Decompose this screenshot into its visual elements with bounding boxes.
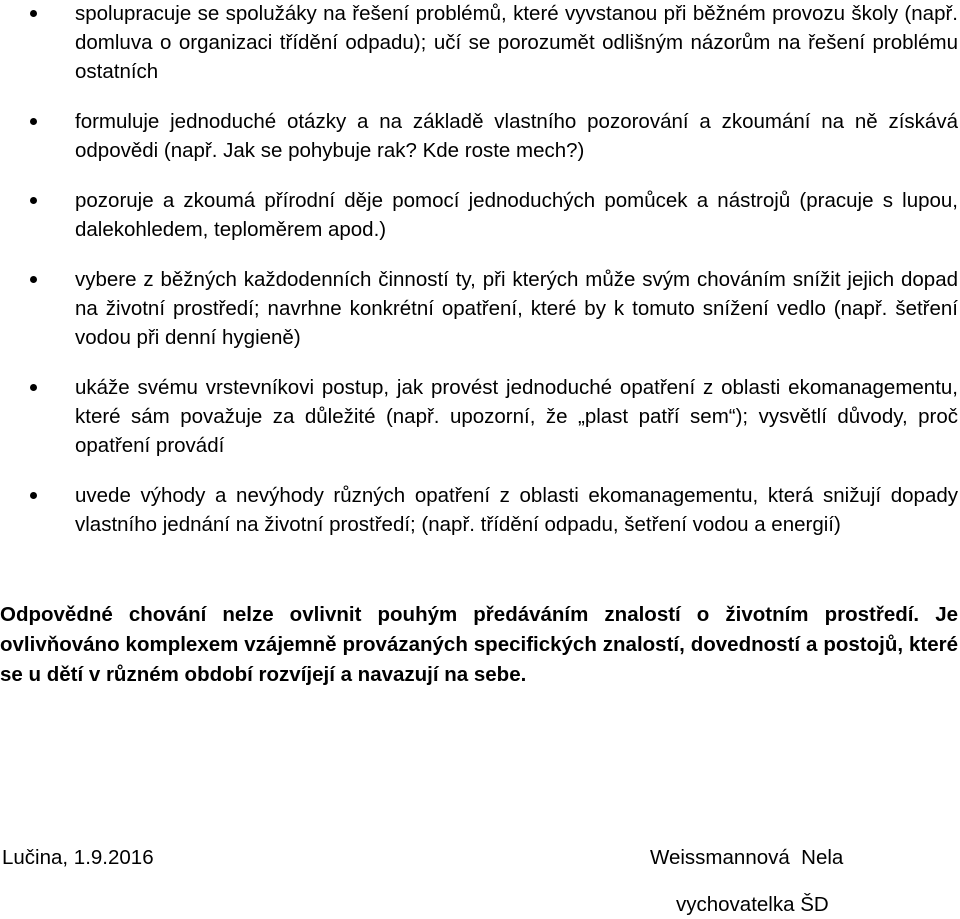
list-item-text: pozoruje a zkoumá přírodní děje pomocí jednoduchých pomůcek a nástrojů (pracuje s lupou, dalekohledem, teploměrem apod.) <box>75 189 958 241</box>
list-item <box>0 0 960 86</box>
bullet-icon <box>30 492 37 499</box>
place-date: Lučina, 1.9.2016 <box>2 846 154 869</box>
list-item-text: vybere z běžných každodenních činností ty, při kterých může svým chováním snížit jejich dopad na životní prostředí; navrhne konkrétní opatření, které by k tomuto snížení vedlo (např. šetření vodou při denní hygieně) <box>75 268 958 349</box>
bullet-icon <box>30 118 37 125</box>
author-role: vychovatelka ŠD <box>676 893 829 916</box>
bullet-icon <box>30 10 37 17</box>
list-item <box>0 481 960 539</box>
bullet-icon <box>30 384 37 391</box>
list-item-text: spolupracuje se spolužáky na řešení problémů, které vyvstanou při běžném provozu školy (např. domluva o organizaci třídění odpadu); učí se porozumět odlišným názorům na řešení problému ostatních <box>75 2 958 83</box>
author-name: Weissmannová Nela <box>650 846 844 869</box>
list-item <box>0 265 960 352</box>
bullet-icon <box>30 276 37 283</box>
list-item-text: formuluje jednoduché otázky a na základě vlastního pozorování a zkoumání na ně získává odpovědi (např. Jak se pohybuje rak? Kde roste mech?) <box>75 110 958 162</box>
bullet-icon <box>30 197 37 204</box>
list-item <box>0 373 960 460</box>
list-item-text: ukáže svému vrstevníkovi postup, jak provést jednoduché opatření z oblasti ekomanagementu, které sám považuje za důležité (např. upozorní, že „plast patří sem“); vysvětlí důvody, proč opatření provádí <box>75 376 958 457</box>
list-item <box>0 107 960 165</box>
list-item <box>0 186 960 244</box>
list-item-text: uvede výhody a nevýhody různých opatření z oblasti ekomanagementu, která snižují dopady vlastního jednání na životní prostředí; (např. třídění odpadu, šetření vodou a energií) <box>75 484 958 536</box>
summary-paragraph: Odpovědné chování nelze ovlivnit pouhým předáváním znalostí o životním prostředí. Je ovlivňováno komplexem vzájemně provázaných specifických znalostí, dovedností a postojů, které se u dětí v různém období rozvíjejí a navazují na sebe. <box>0 603 958 686</box>
